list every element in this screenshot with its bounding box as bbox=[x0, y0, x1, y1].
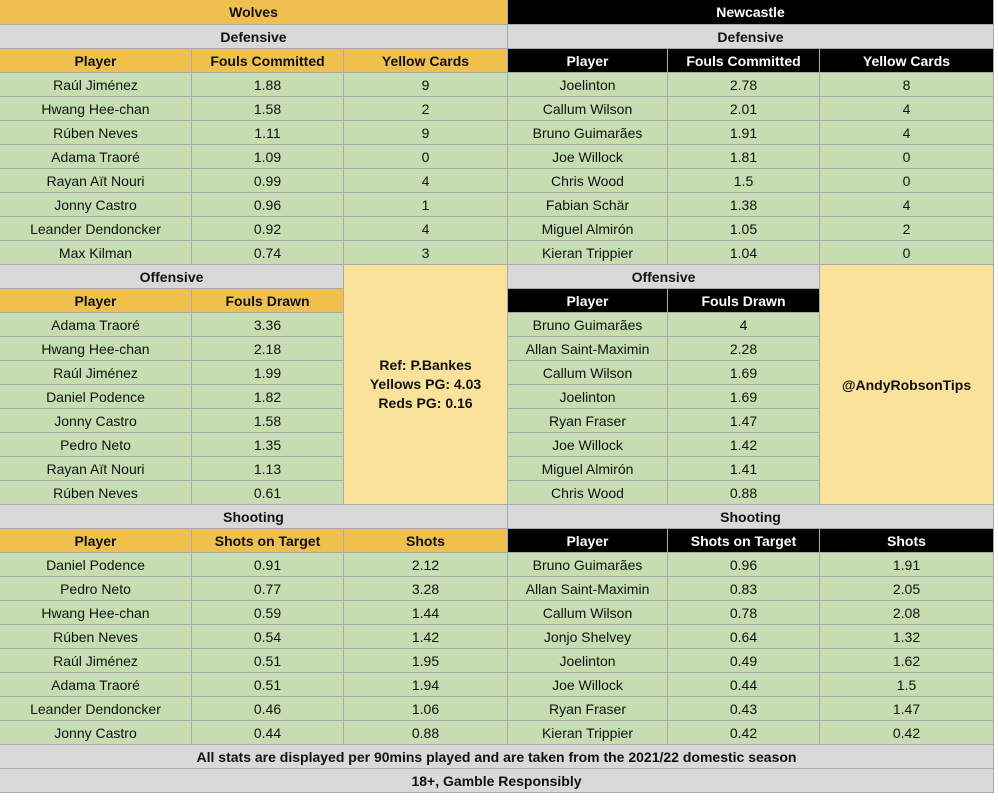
wolves-shooting-value-cell: 1.94 bbox=[344, 673, 508, 697]
wolves-shooting-value-cell: 0.44 bbox=[192, 721, 344, 745]
wolves-defensive-player-cell: Max Kilman bbox=[0, 241, 192, 265]
wolves-shooting-value-cell: 0.88 bbox=[344, 721, 508, 745]
newcastle-defensive-player-cell: Chris Wood bbox=[508, 169, 668, 193]
wolves-offensive-value-cell: 0.61 bbox=[192, 481, 344, 505]
newcastle-shooting-player-cell: Callum Wilson bbox=[508, 601, 668, 625]
newcastle-defensive-player-cell: Joelinton bbox=[508, 73, 668, 97]
wolves-offensive-player-cell: Hwang Hee-chan bbox=[0, 337, 192, 361]
newcastle-shooting-header: Player bbox=[508, 529, 668, 553]
newcastle-defensive-value-cell: 1.5 bbox=[668, 169, 820, 193]
newcastle-shooting-player-cell: Joe Willock bbox=[508, 673, 668, 697]
wolves-defensive-value-cell: 4 bbox=[344, 169, 508, 193]
newcastle-offensive-value-cell: 2.28 bbox=[668, 337, 820, 361]
wolves-shooting-value-cell: 0.91 bbox=[192, 553, 344, 577]
newcastle-defensive-value-cell: 2.78 bbox=[668, 73, 820, 97]
newcastle-offensive-header: Player bbox=[508, 289, 668, 313]
newcastle-shooting-value-cell: 1.32 bbox=[820, 625, 994, 649]
wolves-shooting-player-cell: Rúben Neves bbox=[0, 625, 192, 649]
wolves-defensive-value-cell: 1.58 bbox=[192, 97, 344, 121]
newcastle-defensive-value-cell: 1.05 bbox=[668, 217, 820, 241]
wolves-defensive-value-cell: 1.88 bbox=[192, 73, 344, 97]
newcastle-defensive-value-cell: 4 bbox=[820, 121, 994, 145]
newcastle-offensive-value-cell: 1.42 bbox=[668, 433, 820, 457]
wolves-offensive-player-cell: Raúl Jiménez bbox=[0, 361, 192, 385]
wolves-shooting-header: Shots on Target bbox=[192, 529, 344, 553]
wolves-offensive-player-cell: Jonny Castro bbox=[0, 409, 192, 433]
wolves-defensive-value-cell: 0.99 bbox=[192, 169, 344, 193]
wolves-defensive-value-cell: 2 bbox=[344, 97, 508, 121]
referee-info-box bbox=[344, 265, 508, 505]
referee-reds-text: Reds PG: 0.16 bbox=[378, 395, 473, 411]
wolves-team-title: Wolves bbox=[0, 0, 508, 25]
newcastle-shooting-title: Shooting bbox=[508, 505, 994, 529]
newcastle-defensive-value-cell: 2.01 bbox=[668, 97, 820, 121]
wolves-defensive-player-cell: Jonny Castro bbox=[0, 193, 192, 217]
wolves-defensive-header: Player bbox=[0, 49, 192, 73]
newcastle-defensive-value-cell: 8 bbox=[820, 73, 994, 97]
wolves-defensive-value-cell: 0.74 bbox=[192, 241, 344, 265]
newcastle-defensive-value-cell: 1.81 bbox=[668, 145, 820, 169]
wolves-shooting-value-cell: 1.06 bbox=[344, 697, 508, 721]
wolves-shooting-value-cell: 0.51 bbox=[192, 649, 344, 673]
newcastle-defensive-value-cell: 1.38 bbox=[668, 193, 820, 217]
newcastle-shooting-value-cell: 2.08 bbox=[820, 601, 994, 625]
newcastle-shooting-player-cell: Allan Saint-Maximin bbox=[508, 577, 668, 601]
newcastle-defensive-title: Defensive bbox=[508, 25, 994, 49]
newcastle-shooting-value-cell: 0.78 bbox=[668, 601, 820, 625]
newcastle-offensive-player-cell: Allan Saint-Maximin bbox=[508, 337, 668, 361]
wolves-defensive-value-cell: 3 bbox=[344, 241, 508, 265]
wolves-shooting-player-cell: Raúl Jiménez bbox=[0, 649, 192, 673]
newcastle-shooting-value-cell: 0.64 bbox=[668, 625, 820, 649]
wolves-offensive-player-cell: Pedro Neto bbox=[0, 433, 192, 457]
newcastle-defensive-header: Fouls Committed bbox=[668, 49, 820, 73]
wolves-shooting-player-cell: Hwang Hee-chan bbox=[0, 601, 192, 625]
referee-yellows-text: Yellows PG: 4.03 bbox=[369, 376, 482, 392]
wolves-defensive-player-cell: Raúl Jiménez bbox=[0, 73, 192, 97]
newcastle-shooting-player-cell: Ryan Fraser bbox=[508, 697, 668, 721]
newcastle-shooting-value-cell: 0.96 bbox=[668, 553, 820, 577]
wolves-defensive-player-cell: Rúben Neves bbox=[0, 121, 192, 145]
wolves-defensive-value-cell: 0 bbox=[344, 145, 508, 169]
wolves-defensive-value-cell: 1 bbox=[344, 193, 508, 217]
newcastle-offensive-player-cell: Callum Wilson bbox=[508, 361, 668, 385]
newcastle-offensive-player-cell: Miguel Almirón bbox=[508, 457, 668, 481]
newcastle-offensive-value-cell: 1.41 bbox=[668, 457, 820, 481]
newcastle-defensive-value-cell: 4 bbox=[820, 97, 994, 121]
newcastle-shooting-value-cell: 1.91 bbox=[820, 553, 994, 577]
newcastle-defensive-value-cell: 0 bbox=[820, 145, 994, 169]
wolves-defensive-player-cell: Adama Traoré bbox=[0, 145, 192, 169]
newcastle-team-title: Newcastle bbox=[508, 0, 994, 25]
wolves-defensive-value-cell: 4 bbox=[344, 217, 508, 241]
newcastle-shooting-value-cell: 1.62 bbox=[820, 649, 994, 673]
newcastle-offensive-player-cell: Joe Willock bbox=[508, 433, 668, 457]
newcastle-shooting-value-cell: 0.83 bbox=[668, 577, 820, 601]
newcastle-shooting-value-cell: 1.47 bbox=[820, 697, 994, 721]
newcastle-defensive-value-cell: 1.91 bbox=[668, 121, 820, 145]
newcastle-shooting-player-cell: Jonjo Shelvey bbox=[508, 625, 668, 649]
footer-disclaimer: 18+, Gamble Responsibly bbox=[0, 769, 994, 793]
newcastle-offensive-title: Offensive bbox=[508, 265, 820, 289]
wolves-defensive-player-cell: Leander Dendoncker bbox=[0, 217, 192, 241]
wolves-offensive-header: Fouls Drawn bbox=[192, 289, 344, 313]
newcastle-offensive-player-cell: Bruno Guimarães bbox=[508, 313, 668, 337]
wolves-defensive-title: Defensive bbox=[0, 25, 508, 49]
newcastle-offensive-player-cell: Chris Wood bbox=[508, 481, 668, 505]
wolves-shooting-value-cell: 3.28 bbox=[344, 577, 508, 601]
newcastle-shooting-player-cell: Joelinton bbox=[508, 649, 668, 673]
newcastle-shooting-player-cell: Kieran Trippier bbox=[508, 721, 668, 745]
wolves-offensive-value-cell: 1.35 bbox=[192, 433, 344, 457]
wolves-offensive-title: Offensive bbox=[0, 265, 344, 289]
newcastle-defensive-player-cell: Joe Willock bbox=[508, 145, 668, 169]
wolves-offensive-player-cell: Adama Traoré bbox=[0, 313, 192, 337]
newcastle-defensive-value-cell: 4 bbox=[820, 193, 994, 217]
newcastle-defensive-value-cell: 2 bbox=[820, 217, 994, 241]
newcastle-defensive-player-cell: Kieran Trippier bbox=[508, 241, 668, 265]
newcastle-defensive-player-cell: Bruno Guimarães bbox=[508, 121, 668, 145]
wolves-shooting-value-cell: 1.44 bbox=[344, 601, 508, 625]
referee-ref-text: Ref: P.Bankes bbox=[379, 357, 472, 373]
wolves-defensive-value-cell: 1.11 bbox=[192, 121, 344, 145]
wolves-shooting-value-cell: 0.51 bbox=[192, 673, 344, 697]
wolves-offensive-value-cell: 1.58 bbox=[192, 409, 344, 433]
newcastle-defensive-player-cell: Fabian Schär bbox=[508, 193, 668, 217]
wolves-shooting-player-cell: Pedro Neto bbox=[0, 577, 192, 601]
newcastle-shooting-header: Shots on Target bbox=[668, 529, 820, 553]
newcastle-defensive-player-cell: Callum Wilson bbox=[508, 97, 668, 121]
wolves-offensive-player-cell: Rayan Aït Nouri bbox=[0, 457, 192, 481]
wolves-offensive-player-cell: Rúben Neves bbox=[0, 481, 192, 505]
newcastle-defensive-player-cell: Miguel Almirón bbox=[508, 217, 668, 241]
wolves-defensive-header: Fouls Committed bbox=[192, 49, 344, 73]
newcastle-shooting-value-cell: 0.42 bbox=[820, 721, 994, 745]
wolves-shooting-value-cell: 0.54 bbox=[192, 625, 344, 649]
wolves-shooting-header: Player bbox=[0, 529, 192, 553]
wolves-defensive-value-cell: 0.96 bbox=[192, 193, 344, 217]
newcastle-shooting-value-cell: 0.49 bbox=[668, 649, 820, 673]
newcastle-shooting-player-cell: Bruno Guimarães bbox=[508, 553, 668, 577]
wolves-shooting-value-cell: 1.95 bbox=[344, 649, 508, 673]
watermark-handle: @AndyRobsonTips bbox=[820, 265, 994, 505]
newcastle-defensive-value-cell: 0 bbox=[820, 241, 994, 265]
newcastle-defensive-value-cell: 0 bbox=[820, 169, 994, 193]
wolves-offensive-value-cell: 1.99 bbox=[192, 361, 344, 385]
wolves-shooting-value-cell: 0.77 bbox=[192, 577, 344, 601]
wolves-defensive-value-cell: 0.92 bbox=[192, 217, 344, 241]
wolves-offensive-value-cell: 2.18 bbox=[192, 337, 344, 361]
newcastle-shooting-value-cell: 0.43 bbox=[668, 697, 820, 721]
wolves-shooting-header: Shots bbox=[344, 529, 508, 553]
wolves-shooting-player-cell: Daniel Podence bbox=[0, 553, 192, 577]
newcastle-offensive-player-cell: Joelinton bbox=[508, 385, 668, 409]
newcastle-offensive-value-cell: 1.69 bbox=[668, 385, 820, 409]
newcastle-shooting-value-cell: 1.5 bbox=[820, 673, 994, 697]
newcastle-offensive-value-cell: 1.69 bbox=[668, 361, 820, 385]
newcastle-offensive-header: Fouls Drawn bbox=[668, 289, 820, 313]
wolves-shooting-title: Shooting bbox=[0, 505, 508, 529]
newcastle-offensive-value-cell: 4 bbox=[668, 313, 820, 337]
newcastle-offensive-value-cell: 0.88 bbox=[668, 481, 820, 505]
wolves-offensive-value-cell: 1.82 bbox=[192, 385, 344, 409]
wolves-defensive-value-cell: 9 bbox=[344, 121, 508, 145]
wolves-defensive-header: Yellow Cards bbox=[344, 49, 508, 73]
wolves-offensive-player-cell: Daniel Podence bbox=[0, 385, 192, 409]
newcastle-offensive-value-cell: 1.47 bbox=[668, 409, 820, 433]
wolves-shooting-value-cell: 0.59 bbox=[192, 601, 344, 625]
wolves-shooting-player-cell: Adama Traoré bbox=[0, 673, 192, 697]
newcastle-defensive-value-cell: 1.04 bbox=[668, 241, 820, 265]
wolves-offensive-header: Player bbox=[0, 289, 192, 313]
wolves-shooting-value-cell: 0.46 bbox=[192, 697, 344, 721]
newcastle-offensive-player-cell: Ryan Fraser bbox=[508, 409, 668, 433]
newcastle-shooting-value-cell: 0.44 bbox=[668, 673, 820, 697]
wolves-defensive-player-cell: Rayan Aït Nouri bbox=[0, 169, 192, 193]
wolves-shooting-player-cell: Jonny Castro bbox=[0, 721, 192, 745]
newcastle-shooting-header: Shots bbox=[820, 529, 994, 553]
newcastle-defensive-header: Yellow Cards bbox=[820, 49, 994, 73]
wolves-shooting-player-cell: Leander Dendoncker bbox=[0, 697, 192, 721]
wolves-defensive-player-cell: Hwang Hee-chan bbox=[0, 97, 192, 121]
wolves-defensive-value-cell: 1.09 bbox=[192, 145, 344, 169]
newcastle-shooting-value-cell: 2.05 bbox=[820, 577, 994, 601]
wolves-defensive-value-cell: 9 bbox=[344, 73, 508, 97]
wolves-offensive-value-cell: 1.13 bbox=[192, 457, 344, 481]
wolves-offensive-value-cell: 3.36 bbox=[192, 313, 344, 337]
newcastle-defensive-header: Player bbox=[508, 49, 668, 73]
footer-note: All stats are displayed per 90mins played and are taken from the 2021/22 domestic season bbox=[0, 745, 994, 769]
wolves-shooting-value-cell: 2.12 bbox=[344, 553, 508, 577]
wolves-shooting-value-cell: 1.42 bbox=[344, 625, 508, 649]
newcastle-shooting-value-cell: 0.42 bbox=[668, 721, 820, 745]
